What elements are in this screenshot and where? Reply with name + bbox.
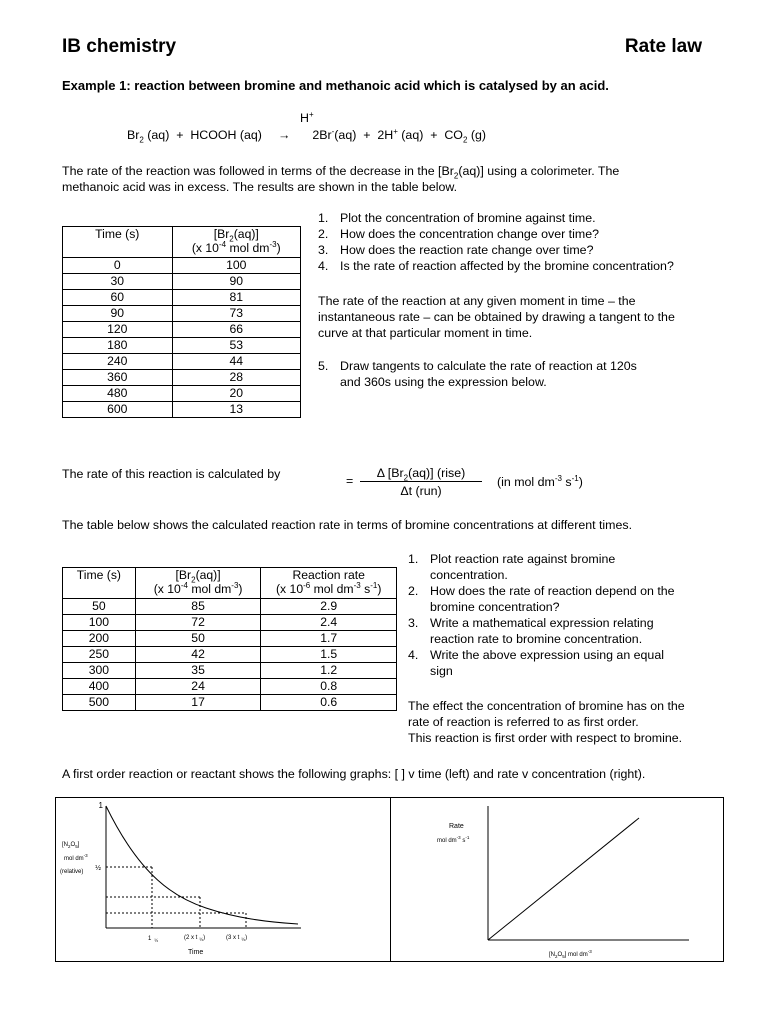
- table-row: [63, 274, 301, 290]
- column-header-time: Time (s): [63, 568, 136, 599]
- question-item: [408, 583, 728, 615]
- table-row: [63, 306, 301, 322]
- rate-concentration-table: [62, 567, 397, 711]
- question-number: 2.: [408, 584, 419, 598]
- table-row: [63, 402, 301, 418]
- y-label-line2: mol $dm^{-3}$: [64, 853, 88, 862]
- cell-concentration: 66: [172, 322, 301, 338]
- example-title: Example 1: reaction between bromine and methanoic acid which is catalysed by an acid.: [62, 78, 609, 93]
- question-text: Is the rate of reaction affected by the bromine concentration?: [340, 259, 674, 273]
- cell-time: 600: [63, 402, 173, 418]
- question-text-line1: Write the above expression using an equal: [430, 648, 664, 662]
- rate-concentration-graph: [389, 798, 723, 961]
- table-row: [63, 322, 301, 338]
- doc-topic: Rate law: [624, 36, 702, 57]
- question-text-line1: Write a mathematical expression relating: [430, 616, 654, 630]
- table-row: [63, 647, 397, 663]
- graphs-intro: A first order reaction or reactant shows the following graphs: [ ] v time (left) and rate v concentration (right).: [62, 767, 646, 781]
- question-text-line2: concentration.: [430, 568, 508, 582]
- cell-time: 30: [63, 274, 173, 290]
- table-row: [63, 631, 397, 647]
- cell-concentration: 73: [172, 306, 301, 322]
- questions-list-2: [408, 551, 728, 679]
- table-row: [63, 679, 397, 695]
- cell-concentration: 81: [172, 290, 301, 306]
- doc-subject: IB chemistry: [62, 36, 177, 57]
- question-text-line1: How does the rate of reaction depend on the: [430, 584, 675, 598]
- question-5: 5. Draw tangents to calculate the rate of reaction at 120s and 360s using the expression below.: [318, 359, 637, 389]
- y-label-line1: $[N_2O_5]$: [62, 842, 80, 849]
- y-label-line2: mol $dm^{-3}$ $s^{-1}$: [437, 835, 470, 844]
- question-item: [318, 226, 738, 242]
- question-number: 4.: [318, 259, 329, 273]
- cell-time: 250: [63, 647, 136, 663]
- question-item: [408, 615, 728, 647]
- y-label-line1: Rate: [449, 823, 464, 830]
- question-text: How does the reaction rate change over time?: [340, 243, 594, 257]
- table-row: [63, 290, 301, 306]
- question-text: How does the concentration change over time?: [340, 227, 599, 241]
- cell-rate: 1.5: [261, 647, 397, 663]
- table-row: [63, 354, 301, 370]
- cell-rate: 0.6: [261, 695, 397, 711]
- question-text-line2: sign: [430, 664, 453, 678]
- cell-concentration: 20: [172, 386, 301, 402]
- decay-curve: [106, 806, 298, 924]
- cell-time: 300: [63, 663, 136, 679]
- cell-time: 360: [63, 370, 173, 386]
- cell-rate: 2.9: [261, 599, 397, 615]
- question-item: [408, 647, 728, 679]
- cell-concentration: 28: [172, 370, 301, 386]
- x-tick-1: 1 $_{\frac{1}{2}}$: [148, 936, 159, 943]
- question-number: 3.: [408, 616, 419, 630]
- intro-paragraph: The rate of the reaction was followed in terms of the decrease in the $[Br_2(aq)]$ using a colorimeter. The methanoic acid was in excess. The results are shown in the table below.: [62, 164, 620, 194]
- question-text-line1: Plot reaction rate against bromine: [430, 552, 616, 566]
- tick-half: ½: [95, 865, 101, 872]
- cell-concentration: 90: [172, 274, 301, 290]
- cell-rate: 2.4: [261, 615, 397, 631]
- question-text-line2: reaction rate to bromine concentration.: [430, 632, 643, 646]
- reaction-equation: $Br_2$ (aq) + HCOOH (aq) → 2Br-(aq) + 2H+ $(aq) + CO_2$ (g): [127, 126, 486, 145]
- table-header-row: [63, 568, 397, 599]
- question-number: 1.: [318, 211, 329, 225]
- catalyst-label: H+: [300, 109, 314, 125]
- question-text-line2: bromine concentration?: [430, 600, 560, 614]
- column-header-concentration: $[Br_2(aq)]$ (x $10^{-4}$ mol $dm^{-3}$): [172, 227, 301, 258]
- table-row: [63, 258, 301, 274]
- cell-time: 50: [63, 599, 136, 615]
- cell-rate: 0.8: [261, 679, 397, 695]
- question-number: 2.: [318, 227, 329, 241]
- concentration-time-graph: [56, 798, 390, 961]
- cell-concentration: 35: [135, 663, 261, 679]
- graph-left-panel: [55, 797, 391, 962]
- cell-time: 0: [63, 258, 173, 274]
- cell-time: 180: [63, 338, 173, 354]
- y-label-line3: (relative): [60, 869, 84, 875]
- column-header-concentration: $[Br_2(aq)]$ (x $10^{-4}$ mol $dm^{-3}$): [135, 568, 261, 599]
- instantaneous-rate-paragraph: The rate of the reaction at any given moment in time – the instantaneous rate – can be obtained by drawing a tangent to the curve at that particular moment in time.: [318, 294, 675, 340]
- cell-concentration: 85: [135, 599, 261, 615]
- x-label: $[N_2O_5]$ mol $dm^{-3}$: [549, 949, 592, 959]
- table-row: [63, 386, 301, 402]
- cell-time: 90: [63, 306, 173, 322]
- rate-calc-label: The rate of this reaction is calculated by: [62, 467, 281, 481]
- rate-units: (in mol $dm^{-3}$ $s^{-1}$): [497, 473, 583, 489]
- cell-time: 240: [63, 354, 173, 370]
- x-label: Time: [188, 949, 204, 956]
- first-order-paragraph: The effect the concentration of bromine has on the rate of reaction is referred to as first order. This reaction is first order with respect to bromine.: [408, 699, 685, 745]
- rate-numerator: Δ $[Br_2(aq)]$ (rise): [360, 466, 482, 482]
- cell-concentration: 17: [135, 695, 261, 711]
- cell-concentration: 53: [172, 338, 301, 354]
- cell-time: 60: [63, 290, 173, 306]
- table2-intro: The table below shows the calculated reaction rate in terms of bromine concentrations at different times.: [62, 518, 633, 532]
- question-item: [318, 242, 738, 258]
- questions-list-1: [318, 210, 738, 274]
- x-tick-2: (2 x t $_{\frac{1}{2}}$): [184, 935, 206, 942]
- question-text: Plot the concentration of bromine against time.: [340, 211, 596, 225]
- table-header-row: [63, 227, 301, 258]
- cell-time: 400: [63, 679, 136, 695]
- table-row: [63, 615, 397, 631]
- cell-concentration: 42: [135, 647, 261, 663]
- table-row: [63, 663, 397, 679]
- rate-line: [488, 818, 639, 940]
- cell-concentration: 100: [172, 258, 301, 274]
- question-item: [408, 551, 728, 583]
- question-item: [318, 210, 738, 226]
- cell-time: 120: [63, 322, 173, 338]
- column-header-time: Time (s): [63, 227, 173, 258]
- cell-concentration: 50: [135, 631, 261, 647]
- rate-denominator: Δt (run): [400, 484, 442, 498]
- question-number: 1.: [408, 552, 419, 566]
- cell-time: 480: [63, 386, 173, 402]
- question-item: [318, 258, 738, 274]
- cell-time: 200: [63, 631, 136, 647]
- table-row: [63, 599, 397, 615]
- table-row: [63, 370, 301, 386]
- cell-rate: 1.7: [261, 631, 397, 647]
- cell-concentration: 24: [135, 679, 261, 695]
- table-row: [63, 695, 397, 711]
- x-tick-3: (3 x t $_{\frac{1}{2}}$): [226, 935, 248, 942]
- graph-right-panel: [389, 797, 724, 962]
- column-header-reaction-rate: Reaction rate (x $10^{-6}$ mol $dm^{-3}$ $s^{-1}$): [261, 568, 397, 599]
- question-number: 3.: [318, 243, 329, 257]
- concentration-time-table: [62, 226, 301, 418]
- question-number: 4.: [408, 648, 419, 662]
- table-row: [63, 338, 301, 354]
- tick-top: 1: [98, 801, 103, 810]
- cell-concentration: 44: [172, 354, 301, 370]
- cell-concentration: 72: [135, 615, 261, 631]
- cell-time: 100: [63, 615, 136, 631]
- equals-sign: =: [346, 474, 354, 488]
- cell-rate: 1.2: [261, 663, 397, 679]
- cell-time: 500: [63, 695, 136, 711]
- cell-concentration: 13: [172, 402, 301, 418]
